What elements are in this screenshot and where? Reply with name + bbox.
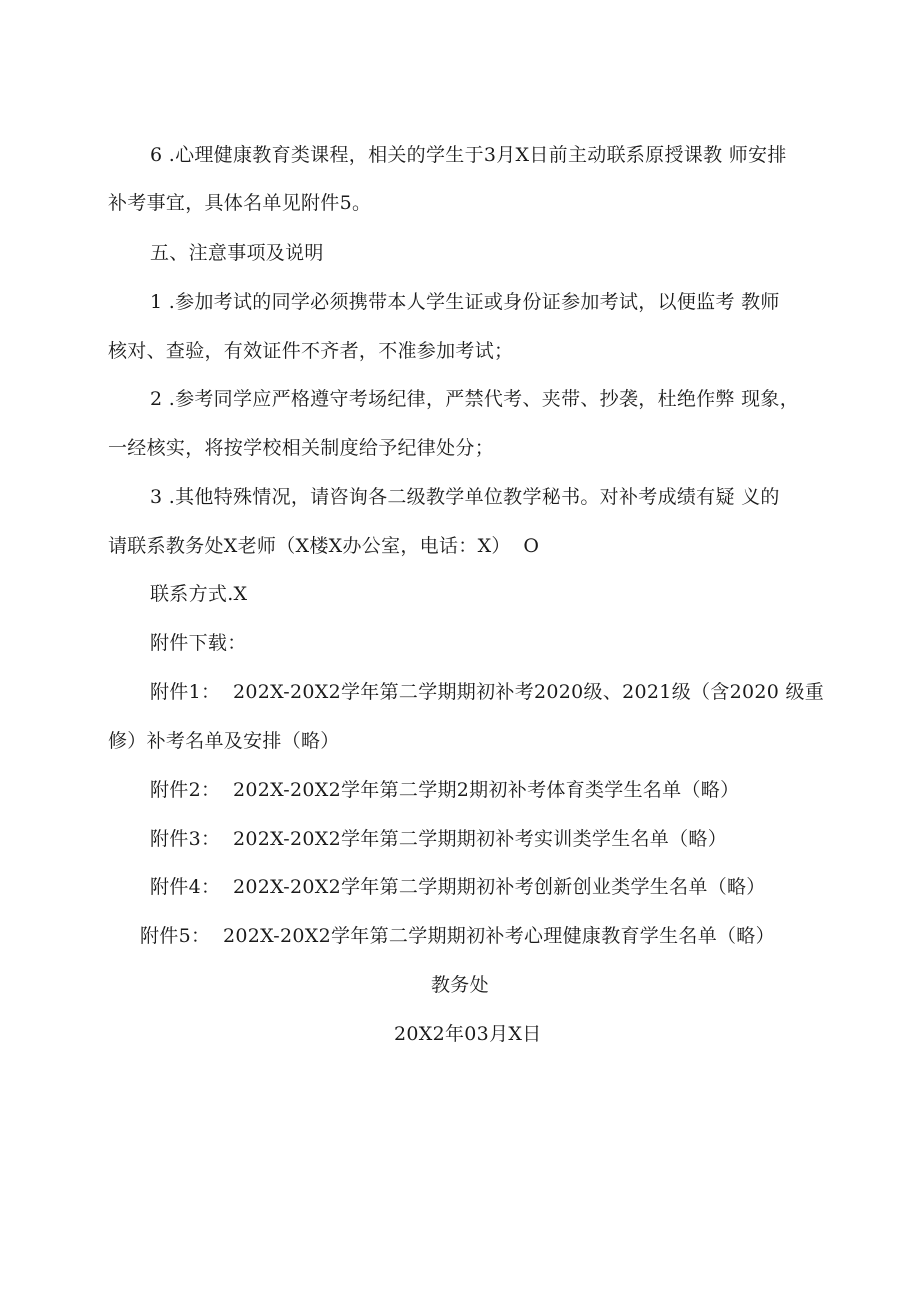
attachment-3[interactable]: 附件3： 202X-20X2学年第二学期期初补考实训类学生名单（略）	[150, 828, 727, 850]
item-6-line-2: 补考事宜，具体名单见附件5。	[108, 192, 372, 214]
signature-date: 20X2年03月X日	[394, 1023, 542, 1045]
attachment-4[interactable]: 附件4： 202X-20X2学年第二学期期初补考创新创业类学生名单（略）	[150, 876, 766, 898]
attachment-1-line-2[interactable]: 修）补考名单及安排（略）	[108, 730, 340, 752]
note-3-line-2: 请联系教务处X老师（X楼X办公室，电话：X） O	[108, 535, 540, 557]
attachment-2[interactable]: 附件2： 202X-20X2学年第二学期2期初补考体育类学生名单（略）	[150, 779, 740, 801]
note-1-line-2: 核对、查验，有效证件不齐者，不准参加考试；	[108, 340, 514, 362]
attachment-download-label: 附件下载：	[150, 632, 247, 654]
note-2-line-1: 2 .参考同学应严格遵守考场纪律，严禁代考、夹带、抄袭，杜绝作弊 现象，	[150, 388, 800, 410]
attachment-5[interactable]: 附件5： 202X-20X2学年第二学期期初补考心理健康教育学生名单（略）	[140, 925, 775, 947]
note-2-line-2: 一经核实，将按学校相关制度给予纪律处分；	[108, 437, 495, 459]
note-3-line-1: 3 .其他特殊情况，请咨询各二级教学单位教学秘书。对补考成绩有疑 义的	[150, 486, 780, 508]
attachment-1-line-1[interactable]: 附件1： 202X-20X2学年第二学期期初补考2020级、2021级（含2020 级重	[150, 681, 825, 703]
section-5-heading: 五、注意事项及说明	[150, 242, 324, 264]
item-6-line-1: 6 .心理健康教育类课程，相关的学生于3月X日前主动联系原授课教 师安排	[150, 144, 787, 166]
signature-office: 教务处	[431, 974, 489, 996]
contact-line: 联系方式.X	[150, 583, 248, 605]
note-1-line-1: 1 .参加考试的同学必须携带本人学生证或身份证参加考试，以便监考 教师	[150, 291, 780, 313]
